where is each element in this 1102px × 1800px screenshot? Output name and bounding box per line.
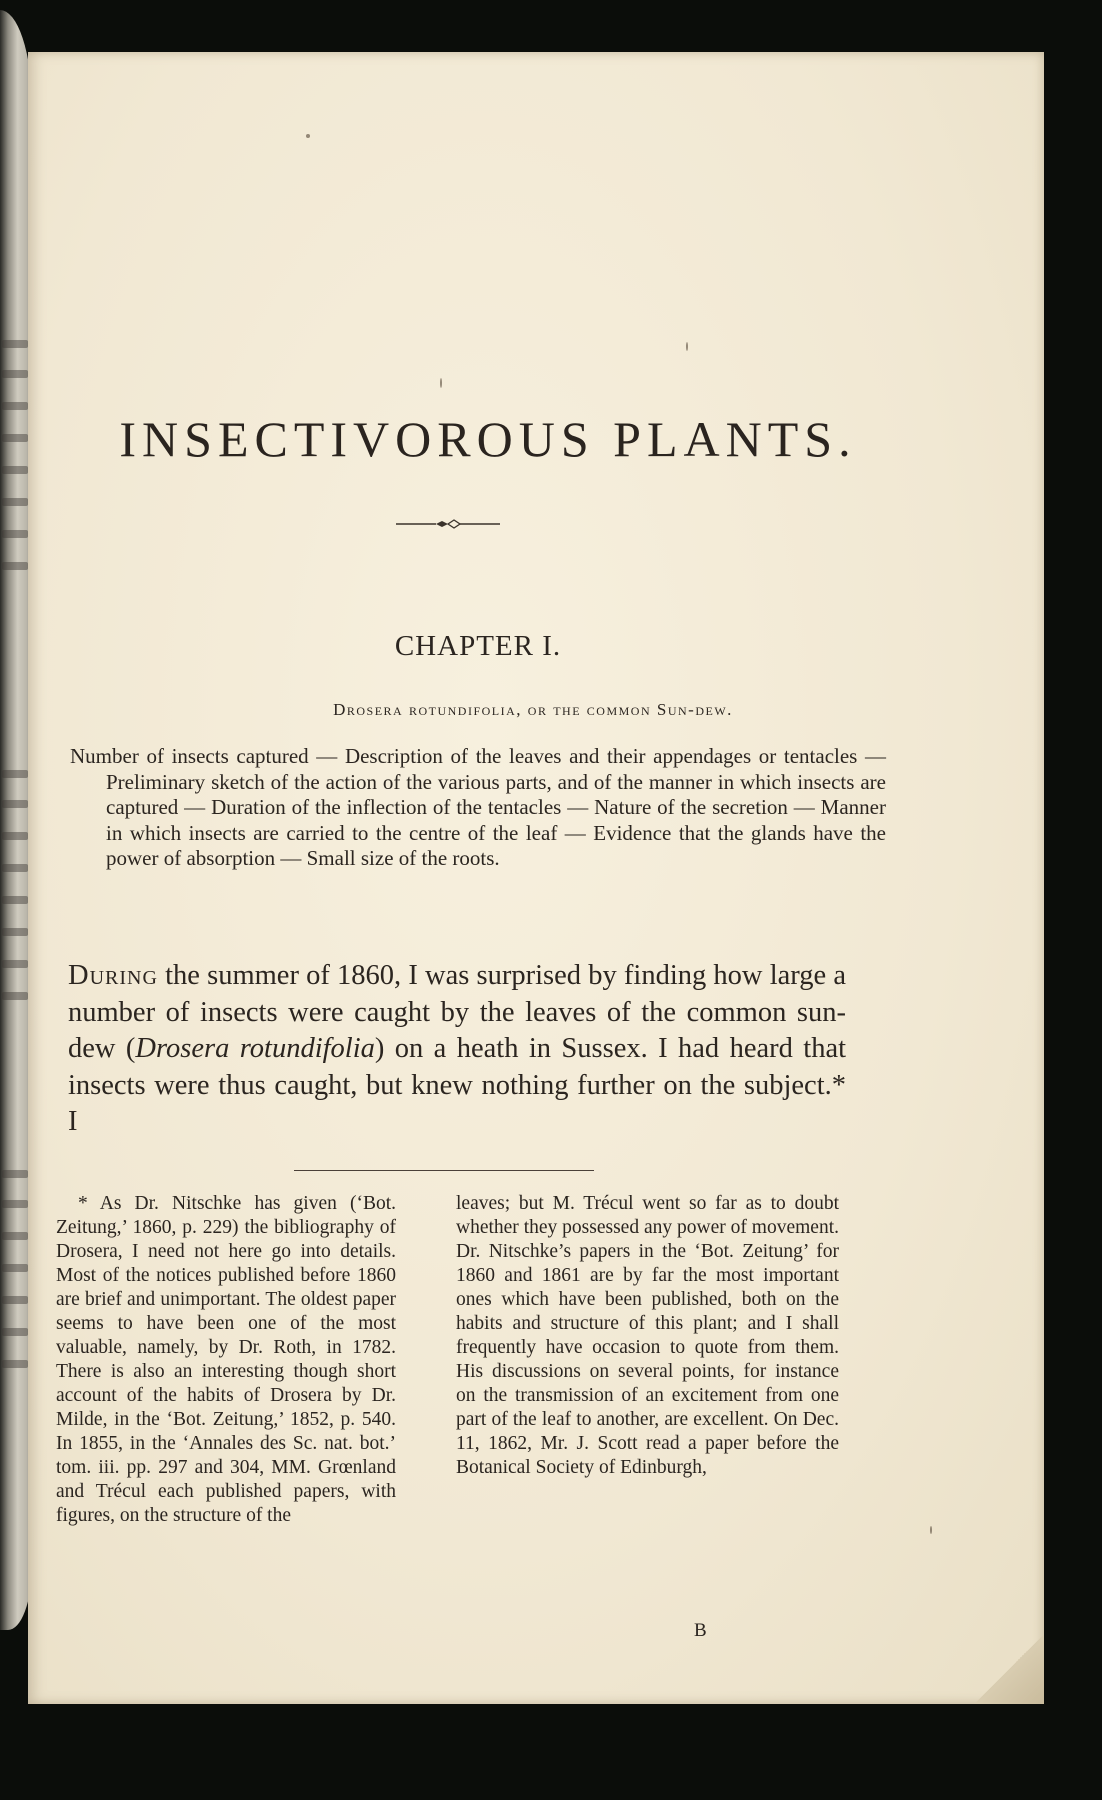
body-text-part2: ) on a heath in Sussex. I had heard that insects were thus caught, but knew nothing further on the subject.* I [68,1033,847,1137]
footnote-right-column: leaves; but M. Trécul went so far as to doubt whether they possessed any power of movement. Dr. Nitschke’s papers in the ‘Bot. Zeitung’ for 1860 and 1861 are by far the most important ones which have been published, both on the habits and structure of this plant; and I shall frequently have occasion to quote from them. His discussions on several points, for instance on the transmission of an excitement from one part of the leaf to another, are excellent. On Dec. 11, 1862, Mr. J. Scott read a paper before the Botanical Society of Edinburgh, [456,1193,839,1478]
book-title: INSECTIVOROUS PLANTS. [119,411,857,467]
footnote-rule [294,1170,594,1171]
chapter-heading: CHAPTER I. [394,630,562,662]
title-ornament [396,518,500,530]
lead-word: During [68,960,158,991]
paper-speck [440,378,442,388]
chapter-summary: Number of insects captured — Description of the leaves and their appendages or tentacles — Preliminary sketch of the action of the various parts, and of the manner in which insects are captured — Duration of the inflection of the tentacles — Nature of the secretion — Manner in which insects are carried to the centre of the leaf — Evidence that the glands have the power of absorption — Small size of the roots. [70,744,886,870]
chapter-subtitle: Drosera rotundifolia, or the common Sun-dew. [333,700,733,719]
body-text-part1: the summer of 1860, I was surprised by finding how large a number of insects were caught by the leaves of the common sun-dew ( [68,960,846,1064]
species-name: Drosera rotundifolia [135,1033,375,1064]
paper-speck [686,342,688,351]
signature-mark: B [694,1620,707,1641]
page-corner [974,1634,1044,1704]
book-page [28,52,1044,1704]
paper-speck [930,1526,932,1534]
paper-speck [306,134,310,138]
footnote-left-column: * As Dr. Nitschke has given (‘Bot. Zeitung,’ 1860, p. 229) the bibliography of Drosera, I need not here go into details. Most of the notices published before 1860 are brief and unimportant. The oldest paper seems to have been one of the most valuable, namely, by Dr. Roth, in 1782. There is also an interesting though short account of the habits of Drosera by Dr. Milde, in the ‘Bot. Zeitung,’ 1852, p. 540. In 1855, in the ‘Annales des Sc. nat. bot.’ tom. iii. pp. 297 and 304, MM. Grœnland and Trécul each published papers, with figures, on the structure of the [56,1193,396,1526]
body-paragraph [68,958,846,1141]
